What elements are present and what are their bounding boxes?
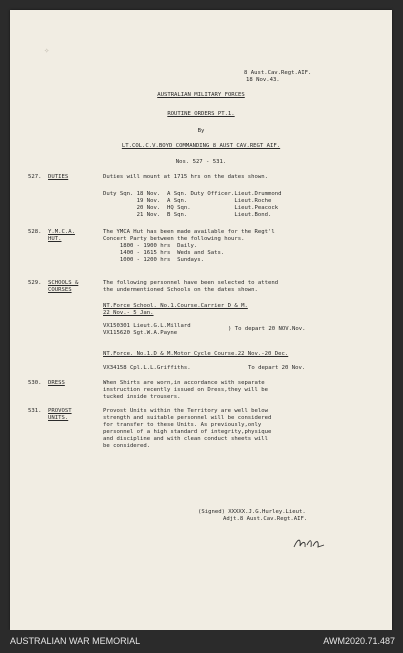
order-text: The following personnel have been selected to attend [103, 280, 279, 286]
order-heading: PROVOST UNITS. [48, 408, 72, 421]
order-text: instruction recently issued on Dress,they will be [103, 387, 269, 393]
signature-line: (Signed) XXXXX.J.G.Hurley.Lieut. [198, 509, 306, 515]
course-departure: ) To depart 20 NOV.Nov. [228, 326, 306, 332]
order-text: strength and suitable personnel will be considered [103, 415, 272, 421]
document-page [10, 10, 392, 630]
pin-mark-icon: ✧ [44, 46, 50, 56]
order-heading: DRESS [48, 380, 65, 386]
order-text: personnel of a high standard of integrity,physique [103, 429, 272, 435]
order-text: Concert Party between the following hours. [103, 236, 245, 242]
order-number: 531. [28, 408, 42, 414]
order-heading: SCHOOLS & COURSES [48, 280, 79, 293]
course-personnel: VX150301 Lieut.G.L.Millard VX115620 Sgt.W.A.Payne [103, 323, 191, 336]
order-number: 528. [28, 229, 42, 235]
handwritten-signature [292, 536, 326, 550]
order-text: 1400 - 1615 hrs Weds and Sats. [103, 250, 225, 256]
order-text: 1800 - 1900 hrs Daily. [103, 243, 198, 249]
duty-row: 21 Nov. B Sqn. Lieut.Bond. [103, 212, 272, 218]
course-departure: To depart 20 Nov. [248, 365, 306, 371]
signature-title: Adjt.8 Aust.Cav.Regt.AIF. [223, 516, 308, 522]
archive-footer [0, 630, 403, 653]
unit-name: 8 Aust.Cav.Regt.AIF. [244, 70, 312, 76]
footer-institution: AUSTRALIAN WAR MEMORIAL [10, 636, 141, 646]
order-heading: Y.M.C.A. HUT. [48, 229, 75, 242]
course-title: NT.Force School. No.1.Course.Carrier D & M. [103, 303, 248, 309]
order-text: for transfer to these Units. As previously,only [103, 422, 262, 428]
order-text: tucked inside trousers. [103, 394, 181, 400]
duty-row: Duty Sqn. 18 Nov. A Sqn. Duty Officer.Lieut.Drummond [103, 191, 282, 197]
course-dates: 22 Nov.- 5 Jan. [103, 310, 154, 316]
course-personnel: VX34158 Cpl.L.L.Griffiths. [103, 365, 191, 371]
title-orders: ROUTINE ORDERS PT.1. [167, 111, 235, 117]
order-number: 530. [28, 380, 42, 386]
order-text: 1000 - 1200 hrs Sundays. [103, 257, 205, 263]
order-text: the undermentioned Schools on the dates shown. [103, 287, 258, 293]
order-text: The YMCA Hut has been made available for the Regt'l [103, 229, 275, 235]
duty-row: 19 Nov. A Sqn. Lieut.Roche [103, 198, 272, 204]
order-text: Duties will mount at 1715 hrs on the dates shown. [103, 174, 269, 180]
duty-row: 20 Nov. HQ Sqn. Lieut.Peacock [103, 205, 279, 211]
order-numbers: Nos. 527 - 531. [175, 159, 227, 165]
course-title: NT.Force. No.1.D & M.Motor Cycle Course.22 Nov.-20 Dec. [103, 351, 289, 357]
order-text: be considered. [103, 443, 151, 449]
order-number: 527. [28, 174, 42, 180]
document-date: 18 Nov.43. [246, 77, 280, 83]
order-heading: DUTIES [48, 174, 69, 180]
order-text: Provost Units within the Territory are well below [103, 408, 269, 414]
order-number: 529. [28, 280, 42, 286]
order-text: and discipline and with clean conduct sheets will [103, 436, 269, 442]
title-by: By [197, 128, 205, 134]
footer-accession-number: AWM2020.71.487 [323, 636, 395, 646]
order-text: When Shirts are worn,in accordance with separate [103, 380, 265, 386]
title-forces: AUSTRALIAN MILITARY FORCES [157, 92, 245, 98]
commander-line: LT.COL.C.V.BOYD COMMANDING 8 AUST CAV.REGT AIF. [121, 143, 281, 149]
